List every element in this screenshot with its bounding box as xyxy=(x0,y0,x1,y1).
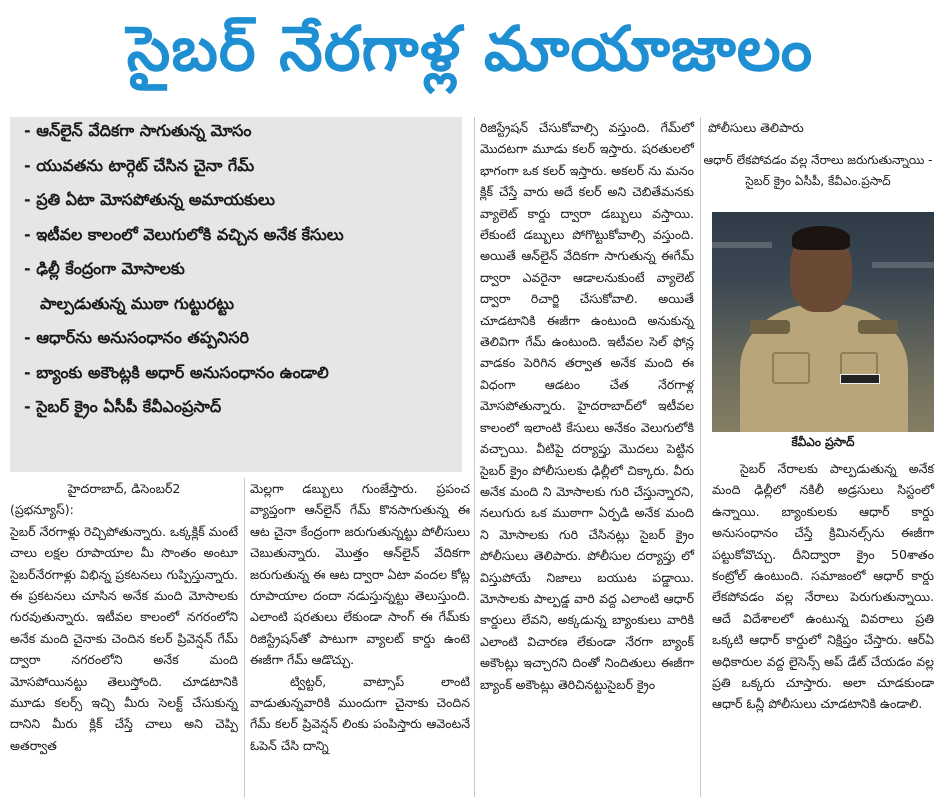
highlight-item: - ఆన్‌లైన్ వేదికగా సాగుతున్న మోసం xyxy=(24,121,252,140)
dateline: హైదరాబాద్, డిసెంబర్2 xyxy=(67,481,181,496)
article-paragraph: పోలీసులు తెలిపారు xyxy=(708,120,804,135)
highlight-item: - ప్రతి ఏటా మోసపోతున్న అమాయకులు xyxy=(24,190,275,209)
highlight-item: పాల్పడుతున్న ముఠా గుట్టురట్టు xyxy=(40,293,235,313)
article-column-3 xyxy=(480,117,694,695)
article-column-1 xyxy=(10,478,238,756)
article-column-2 xyxy=(250,478,470,756)
highlights-box xyxy=(10,117,462,472)
article-paragraph: సైబర్ నేరగాళ్లు రెచ్చిపోతున్నారు. ఒక్కక్లిక్ మంటే చాలు లక్షల రూపాయాల మీ సొంతం అంటూ సైబర్‌నేరగాళ్లు విభిన్న ప్రకటనలు గుప్పిస్తున్నారు. ఈ ప్రకటనలు చూసిన అనేక మంది మోసాలకు గురవుతున్నారు. ఇటీవల కాలంలో నగరంలోని అనేక మంది చైనాకు చెందిన కలర్ ప్రివెన్షన్ గేమ్ ద్వారా నగరంలోని అనేక మంది మోసపోయినట్టు తెలుస్తోంది. చూడటానికి మూడు కలర్స్ ఇచ్చి మీరు సెలక్ట్ చేసుకున్న దానిని మీరు క్లిక్ చేస్తే చాలు అని చెప్పి అతర్వాత xyxy=(10,523,238,753)
article-column-4-top xyxy=(708,117,936,138)
article-paragraph: మెల్లగా డబ్బులు గుంజేస్తారు. ప్రపంచ వ్యాప్తంగా ఆన్‌లైన్ గేమ్ కొనసాగుతున్న ఈ ఆట చైనా కేంద్రంగా జరుగుతున్నట్టు పోలీసులు చెబుతున్నారు. మొత్తం ఆన్‌లైన్ వేదికగా జరుగుతున్న ఈ ఆట ద్వారా ఏటా వందల కోట్ల రూపాయాల దందా నడుస్తున్నట్టు తెలుస్తుంది. ఎలాంటి షరతులు లేకుండా సాంగ్ ఈ గేమ్‌కు రిజిస్ట్రేషన్‌తో పాటుగా వ్యాలట్ కార్డు ఉంటె ఈజీగా గేమ్ ఆడొచ్చు. xyxy=(250,481,470,668)
highlight-item: - ఢిల్లీ కేంద్రంగా మోసాలకు xyxy=(24,259,185,278)
highlight-item: - ఆధార్‌ను అనుసంధానం తప్పనిసరి xyxy=(24,328,249,347)
column-divider xyxy=(700,117,701,797)
news-agency: (ప్రభన్యూస్): xyxy=(10,502,74,518)
article-column-4 xyxy=(712,458,934,715)
article-paragraph: ట్విట్టర్, వాట్సాప్ లాంటి వాడుతున్నవారికి ముందుగా చైనాకు చెందిన గేమ్ కలర్ ప్రివెన్షన్ లింకు పంపిస్తారు ఆవెంటనే ఓపెన్ చేసి దాన్ని xyxy=(250,673,470,753)
photo-caption: కేవీఎం ప్రసాద్ xyxy=(712,432,934,452)
pull-quote: ఆధార్ లేకపోవడం వల్ల నేరాలు జరుగుతున్నాయి - సైబర్ క్రైం ఏసీపీ, కేవీఎం.ప్రసాద్ xyxy=(703,153,933,188)
article-paragraph: సైబర్ నేరాలకు పాల్పడుతున్న అనేక మంది ఢిల్లీలో నకిలీ అడ్రసులు సిస్టంలో ఉన్నాయి. బ్యాంకులకు ఆధార్ కార్డు అనుసంధానం చేస్తే క్రిమినల్స్‌ను ఈజీగా పట్టుకోవొచ్చు. దీనిద్వారా క్రైం 50శాతం కంట్రోల్ ఉంటుంది. సమాజంలో ఆధార్ కార్డు లేకపోవడం వల్ల నేరాలు పెరుగుతున్నాయి. ఆదే విదేశాలలో ఉంటున్న వివరాలు ప్రతి ఒక్కటి ఆధార్ కార్డులో నిక్షిప్తం చేస్తారు. ఆర్‌ఏ అధికారుల వద్ద లైసెన్స్ అప్ డేట్ చేయడం వల్ల ప్రతి ఒక్కరు చూస్తారు. అలా చూడకుండా ఆధార్ ఓన్లీ పోలీసులు చూడటానికి ఉండాలి. xyxy=(712,461,934,712)
column-divider xyxy=(474,117,475,797)
officer-photo xyxy=(712,212,934,432)
column-divider xyxy=(244,478,245,798)
highlight-item: - ఇటీవల కాలంలో వెలుగులోకి వచ్చిన అనేక కేసులు xyxy=(24,224,344,244)
highlight-item: - సైబర్ క్రైం ఏసీపీ కేవీఎంప్రసాద్ xyxy=(24,397,222,416)
headline: సైబర్ నేరగాళ్ల మాయాజాలం xyxy=(126,12,814,85)
highlight-item: - బ్యాంకు అకౌంట్లకి అధార్ అనుసంధానం ఉండాలి xyxy=(24,362,329,382)
highlight-item: - యువతను టార్గెట్ చేసిన చైనా గేమ్ xyxy=(24,155,255,175)
article-paragraph: రిజిస్ట్రేషన్ చేసుకోవాల్సి వస్తుంది. గేమ్‌లో మొదటగా మూడు కలర్ ఇస్తారు. షరతులలో భాగంగా ఒక కలర్ ఇస్తారు. అకలర్ ను మనం క్లిక్ చేస్తే వారు అదే కలర్ అని చెబితేమనకు వ్యాలెట్ కార్డు ద్వారా డబ్బులు వస్తాయి. లేకుంటే డబ్బులు పోగొట్టుకోవాల్సి వస్తుంది. అయితే ఆన్‌లైన్ వేదికగా సాగుతున్న ఈగేమ్ ద్వారా ఎవరైనా ఆడాలనుకుంటే వ్యాలెట్ ద్వారా రిచార్జి చేసుకోవాలి. అయితే చూడటానికి ఈజీగా ఉంటుంది అనుకున్న తెలివిగా గేమ్ ఉంటుంది. ఇటీవల సెల్ ఫోన్ల వాడకం పెరిగిన తర్వాత అనేక మంది ఈ విధంగా ఆడటం చేత నేరగాళ్ల మోసపోతున్నారు. హైదరాబాద్‌లో ఇటీవల కాలంలో ఇలాంటి కేసులు అనేకం వెలుగులోకి వచ్చాయి. వీటిపై దర్యాప్తు మొదలు పెట్టిన సైబర్ క్రైం పోలీసులకు ఢిల్లీలో చిక్కారు. వీరు అనేక మంది ని మోసాలకు గురి చేస్తున్నారని, నలుగురు ఒక ముఠాగా ఏర్పడి అనేక మంది ని మోసాలకు గురి చేసినట్లు సైబర్ క్రైం పోలీసులు తెలిపారు. పోలీసుల దర్యాప్తు లో విస్తుపోయే నిజాలు బయుట పడ్డాయి. మోసాలకు పాల్పడ్డ వారి వద్ద ఎలాంటి ఆధార్ కార్డులు లేవని, అక్కడున్న బ్యాంకులు వారికి ఎలాంటి విచారణ లేకుండా నేరగా బ్యాంక్ అకౌంట్లు ఇచ్చారని దింతో నిందితులు ఈజీగా బ్యాంక్ అకౌంట్లు తెరిచినట్టుసైబర్ క్రైం xyxy=(480,120,694,692)
